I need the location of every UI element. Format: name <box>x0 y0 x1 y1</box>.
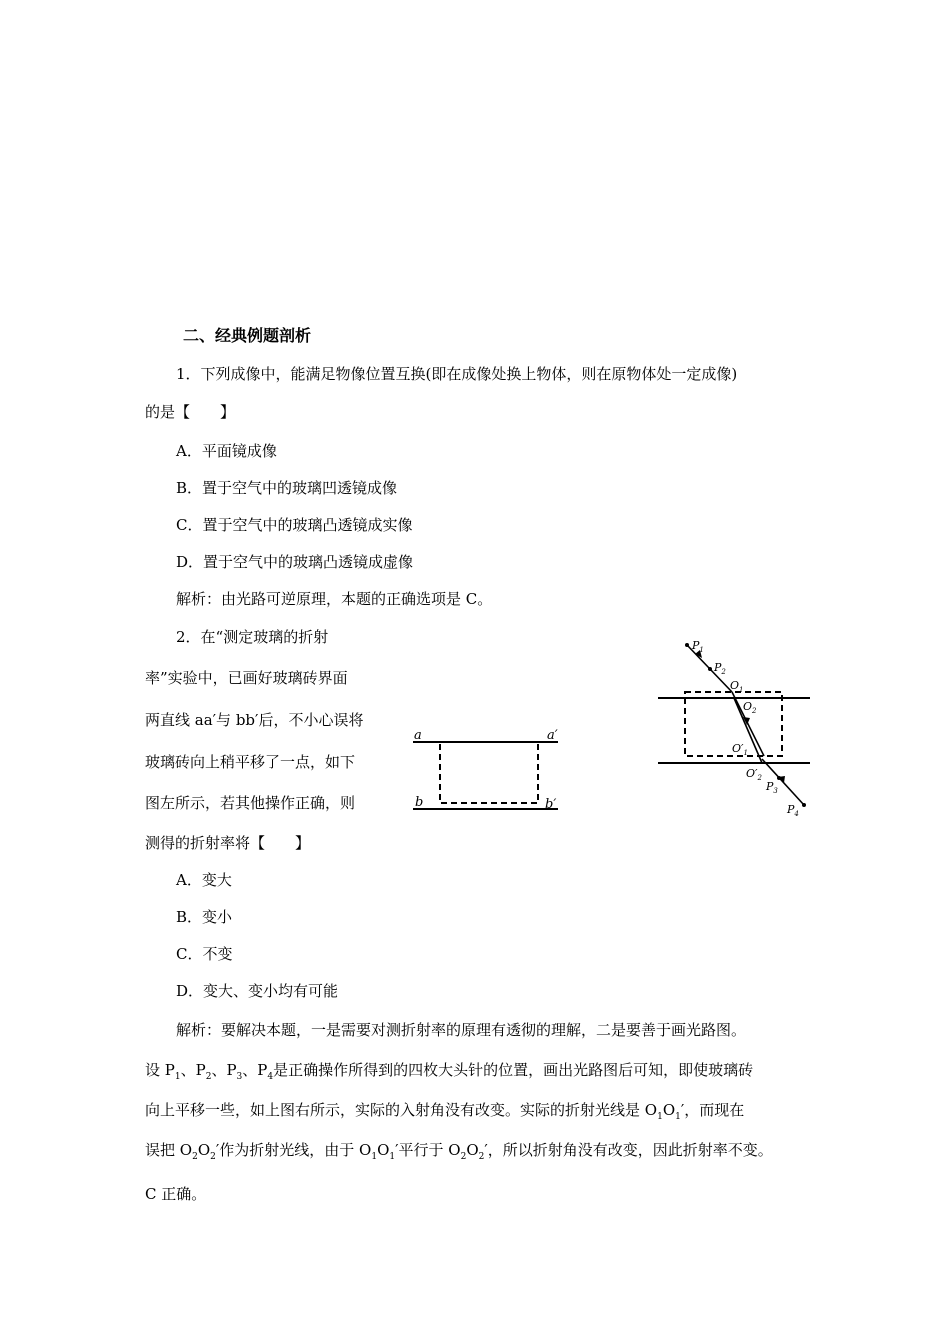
figure-left-glass-shift <box>405 728 580 818</box>
q2-stem-line3: 两直线 aa′与 bb′后，不小心误将 <box>145 711 364 729</box>
q2-stem-line4: 玻璃砖向上稍平移了一点，如下 <box>145 753 356 771</box>
label-p1: $P_1$ <box>692 639 704 654</box>
q2-analysis-line3: 向上平移一些，如上图右所示，实际的入射角没有改变。实际的折射光线是 $O_1O_1'$，而现在 <box>145 1101 745 1122</box>
q2-analysis-line1: 解析：要解决本题，一是需要对测折射率的原理有透彻的理解，二是要善于画光路图。 <box>176 1021 747 1039</box>
label-p3: $P_3$ <box>766 780 778 795</box>
label-o1-prime: $O'_1$ <box>732 742 748 757</box>
pin-p1 <box>685 643 689 647</box>
q2-option-b: B．变小 <box>176 908 233 926</box>
q2-analysis-line5: C 正确。 <box>145 1185 207 1203</box>
q1-option-b: B．置于空气中的玻璃凹透镜成像 <box>176 479 398 497</box>
q2-option-c: C．不变 <box>176 945 233 963</box>
label-a: a <box>414 728 422 743</box>
q2-stem-line5: 图左所示，若其他操作正确，则 <box>145 794 356 812</box>
q2-analysis-line4: 误把 $O_2O_2'$作为折射光线，由于 $O_1O_1'$平行于 $O_2O_2'$，所以折射角没有改变，因此折射率不变。 <box>145 1141 773 1162</box>
q2-stem-line6: 测得的折射率将【 】 <box>145 834 311 852</box>
q2-analysis-line2: 设 $P_1$、$P_2$、$P_3$、$P_4$是正确操作所得到的四枚大头针的位置，画出光路图后可知，即使玻璃砖 <box>145 1061 754 1082</box>
q2-option-a: A．变大 <box>176 871 232 889</box>
pin-p4 <box>802 803 806 807</box>
figure-right-light-path <box>650 635 820 825</box>
q1-stem-line2: 的是【 】 <box>145 403 236 421</box>
q1-option-d: D．置于空气中的玻璃凸透镜成虚像 <box>176 553 414 571</box>
label-o2-prime: $O'_2$ <box>746 767 762 782</box>
q1-analysis: 解析：由光路可逆原理，本题的正确选项是 C。 <box>176 590 493 608</box>
label-o2: $O_2$ <box>743 700 757 715</box>
label-o1: $O_1$ <box>730 679 744 694</box>
label-p2: $P_2$ <box>714 661 726 676</box>
pin-p3 <box>777 776 781 780</box>
q1-option-a: A．平面镜成像 <box>176 442 277 460</box>
label-b-prime: b′ <box>545 797 557 812</box>
section-heading: 二、经典例题剖析 <box>183 326 312 345</box>
q2-option-d: D．变大、变小均有可能 <box>176 982 339 1000</box>
label-a-prime: a′ <box>547 728 558 743</box>
q1-stem-line1: 1．下列成像中，能满足物像位置互换(即在成像处换上物体，则在原物体处一定成像) <box>176 365 738 383</box>
label-p4: $P_4$ <box>787 803 799 818</box>
label-b: b <box>415 795 424 810</box>
q2-stem-line2: 率”实验中，已画好玻璃砖界面 <box>145 669 348 687</box>
q1-option-c: C．置于空气中的玻璃凸透镜成实像 <box>176 516 413 534</box>
shifted-glass-outline <box>440 742 538 803</box>
q2-stem-line1: 2．在“测定玻璃的折射 <box>176 628 329 646</box>
pin-p2 <box>708 667 712 671</box>
